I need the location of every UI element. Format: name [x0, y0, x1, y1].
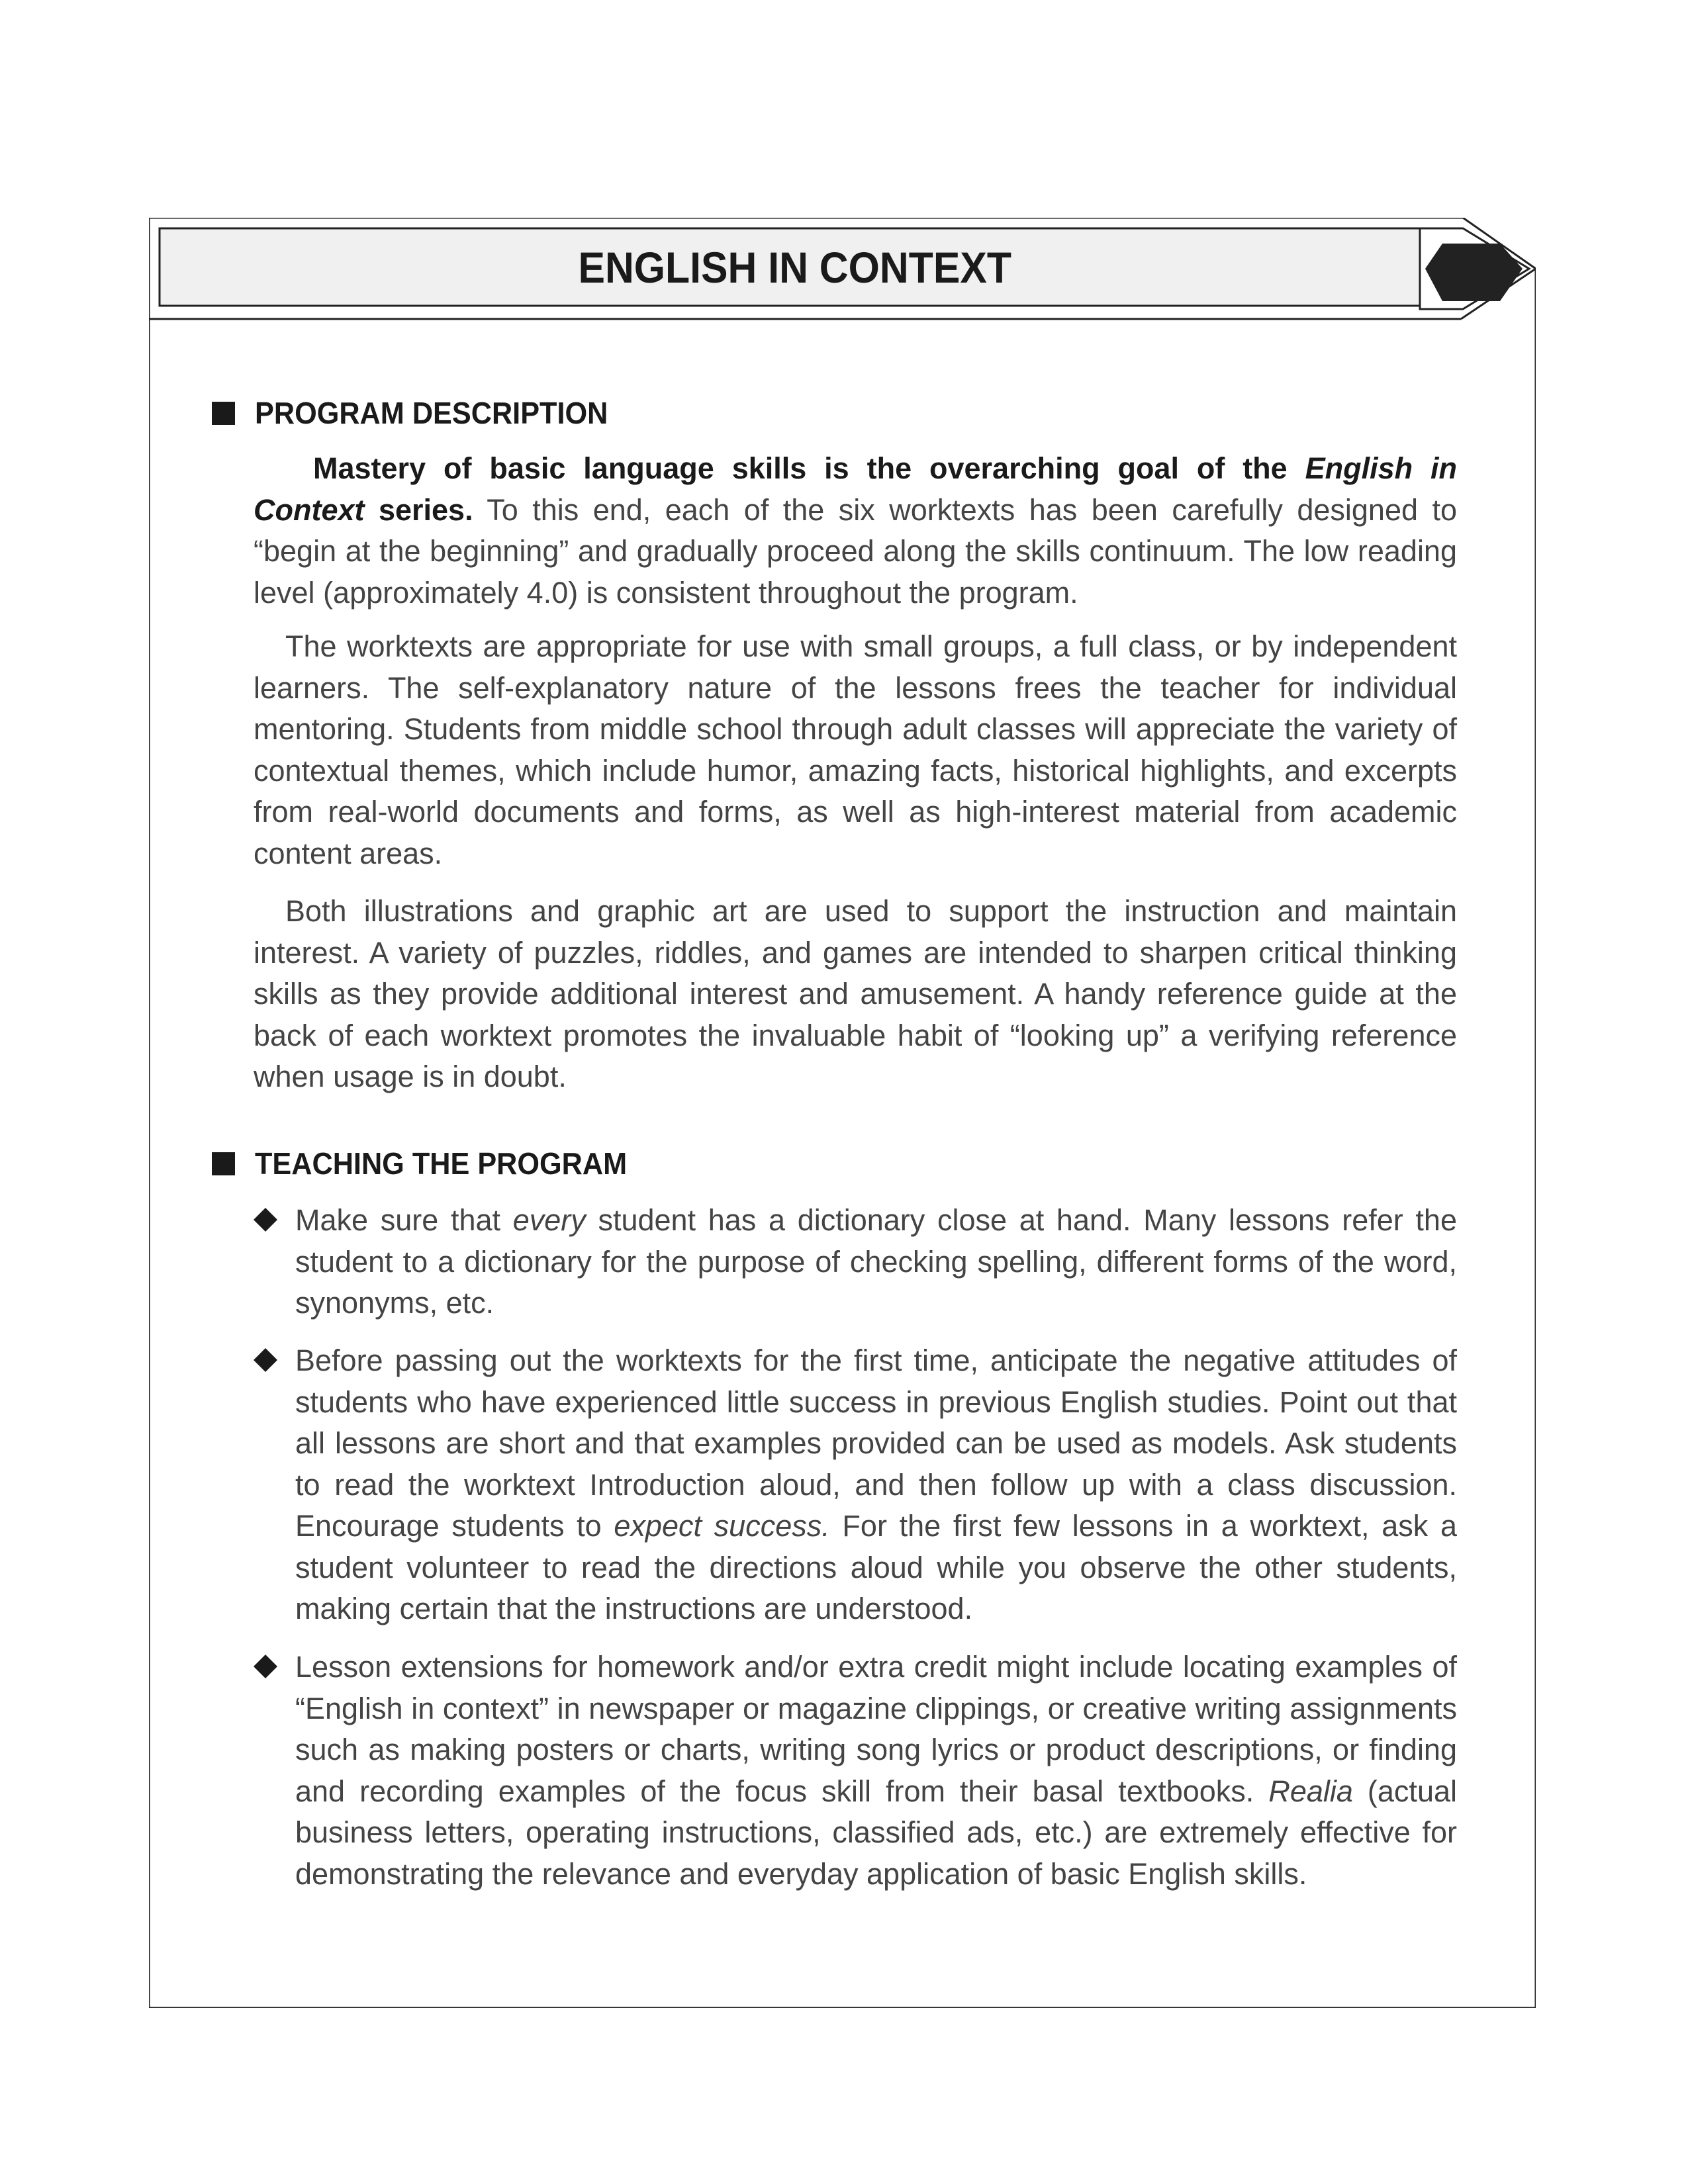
diamond-bullet-icon [254, 1208, 277, 1232]
section-heading-teaching: TEACHING THE PROGRAM [212, 1146, 651, 1181]
paragraph-2: The worktexts are appropriate for use with small groups, a full class, or by independent learners. The self-explanatory nature of the lessons frees the teacher for individual mentoring. Students from middle school through adult classes will appreciate the variety of contextual themes, which include humor, amazing facts, historical highlights, and excerpts from real-world documents and forms, as well as high-interest material from academic content areas. [254, 629, 1457, 870]
banner [160, 228, 1430, 306]
paragraph-1: Mastery of basic language skills is the overarching goal of the English in Context series. To this end, each of the six worktexts has been carefully designed to “begin at the beginning” and gradually proceed along the skills continuum. The low reading level (approximately 4.0) is consistent throughout the program. [254, 451, 1457, 610]
page-title: ENGLISH IN CONTEXT [578, 242, 1012, 292]
black-hexagon-icon [1425, 244, 1523, 301]
section-heading-program-description: PROGRAM DESCRIPTION [212, 395, 630, 431]
square-bullet-icon [212, 402, 235, 425]
diamond-bullet-icon [254, 1348, 277, 1372]
diamond-bullet-icon [254, 1655, 277, 1678]
square-bullet-icon [212, 1152, 235, 1175]
paragraph-3: Both illustrations and graphic art are used to support the instruction and maintain interest. A variety of puzzles, riddles, and games are intended to sharpen critical thinking skills as they provide additional interest and amusement. A handy reference guide at the back of each worktext promotes the invaluable habit of “looking up” a verifying reference when usage is in doubt. [254, 894, 1457, 1093]
